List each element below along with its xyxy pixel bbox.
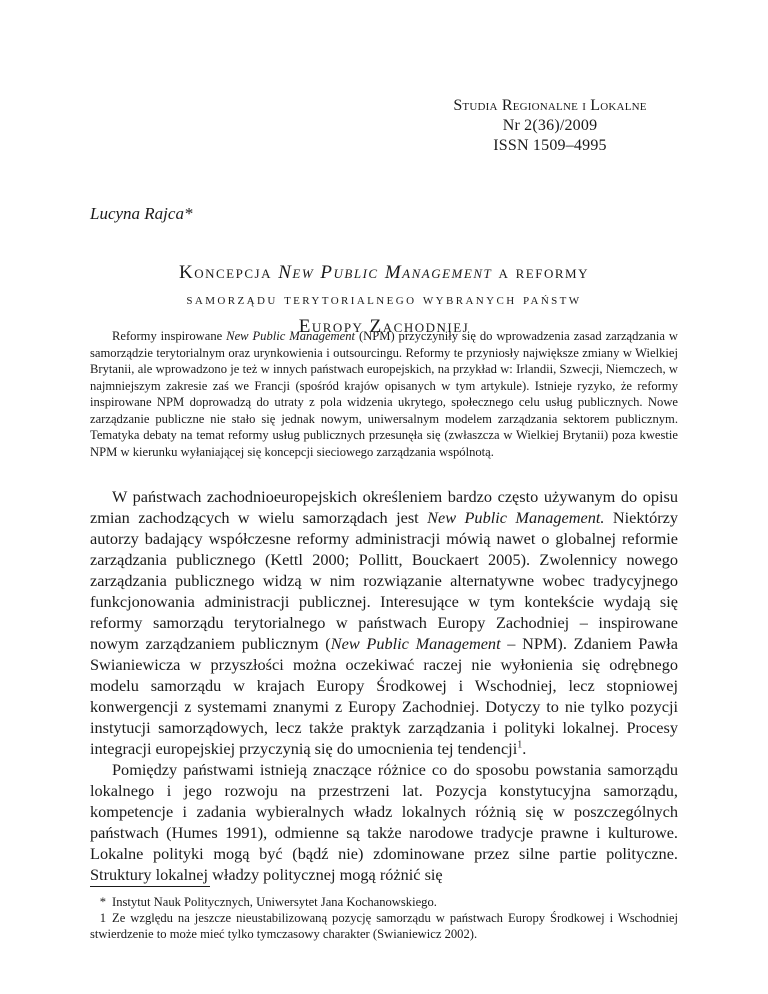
body-text <box>90 486 678 885</box>
abstract-text-2: (NPM) przyczyniły się do wprowadzenia zasad zarządzania w samorządzie terytorialnym oraz urynkowienia i outsourcingu. Reformy te przyniosły największe zmiany w Wielkiej Brytanii, ale wprowadzono je też w innych państwach europejskich, na przykład w: Irlandii, Szwecji, Niemczech, w najmniejszym zakresie zaś we Francji (spośród krajów opisanych w tym artykule). Istnieje ryzyko, że reformy inspirowane NPM doprowadzą do utraty z pola widzenia ukrytego, społecznego celu usług publicznych. Nowe zarządzanie publiczne nie stało się jednak nowym, uniwersalnym modelem zarządzania sektorem publicznym. Tematyka debaty na temat reformy usług publicznych przesunęła się (zwłaszcza w Wielkiej Brytanii) poza kwestie NPM w kierunku wyłaniającej się koncepcji sieciowego zarządzania wspólnotą. <box>90 329 679 459</box>
author-name: Lucyna Rajca* <box>90 204 193 223</box>
p1-italic-d: New Public Management <box>330 634 501 653</box>
title-line-1 <box>60 258 708 288</box>
footnote-text-author: Instytut Nauk Politycznych, Uniwersytet Jana Kochanowskiego. <box>112 895 437 909</box>
footnote-mark-author: * <box>99 895 106 909</box>
footnote-1 <box>90 910 678 942</box>
footnote-divider <box>90 886 210 887</box>
footnote-ref-1[interactable]: 1 <box>517 739 523 751</box>
journal-header <box>420 96 680 156</box>
journal-issn: ISSN 1509–4995 <box>493 137 607 154</box>
title-line-3: Europy Zachodniej <box>298 316 470 337</box>
journal-number: Nr 2(36)/2009 <box>502 117 598 134</box>
title-part-2: a reformy <box>492 262 589 283</box>
p1-text-c: Niektórzy autorzy badający współczesne reformy administracji mówią nawet o globalnej reformie zarządzania publicznego (Kettl 2000; Pollitt, Bouckaert 2005). Zwolennicy nowego zarządzania publicznego widzą w nim rozwiązanie alternatywne wobec tradycyjnego funkcjonowania administracji publicznej. Interesujące w tym kontekście wydają się reformy samorządu terytorialnego w państwach Europy Zachodniej – inspirowane nowym zarządzaniem publicznym ( <box>90 508 679 653</box>
footnote-author <box>90 894 678 910</box>
p1-text-e: – NPM). Zdaniem Pawła Swianiewicza w przyszłości można oczekiwać raczej nie wyłonienia się odrębnego modelu samorządu w krajach Europy Środkowej i Wschodniej, lecz stopniowej konwergencji z systemami znanymi z Europy Zachodniej. Dotyczy to nie tylko pozycji instytucji samorządowych, lecz także praktyk zarządzania i polityki lokalnej. Procesy integracji europejskiej przyczynią się do umocnienia tej tendencji <box>90 634 678 758</box>
journal-name: Studia Regionalne i Lokalne <box>453 97 647 114</box>
footnote-text-1: Ze względu na jeszcze nieustabilizowaną pozycję samorządu w państwach Europy Środkowej i Wschodniej stwierdzenie to może mieć tylko tymczasowy charakter (Swianiewicz 2002). <box>90 911 678 941</box>
abstract-italic: New Public Management <box>226 329 356 343</box>
p1-text-a: W państwach zachodnioeuropejskich określeniem bardzo często używanym do opisu zmian zachodzących w wielu samorządach jest <box>90 487 678 527</box>
abstract <box>90 328 678 460</box>
footnotes <box>90 894 678 942</box>
p1-text-end: . <box>522 739 527 758</box>
footnote-mark-1: 1 <box>99 911 106 925</box>
title-part-1: Koncepcja <box>179 262 279 283</box>
title-italic: New Public Management <box>278 262 493 283</box>
abstract-text-1: Reformy inspirowane <box>112 329 227 343</box>
p1-italic-b: New Public Management. <box>427 508 605 527</box>
paragraph-2: Pomiędzy państwami istnieją znaczące różnice co do sposobu powstania samorządu lokalnego i jego rozwoju na przestrzeni lat. Pozycja konstytucyjna samorządu, kompetencje i zadania wybieralnych władz lokalnych różnią się w poszczególnych państwach (Humes 1991), odmienne są także narodowe tradycje prawne i kulturowe. Lokalne polityki mogą być (bądź nie) zdominowane przez silne partie polityczne. Struktury lokalnej władzy politycznej mogą różnić się <box>90 760 678 884</box>
title-line-2: samorządu terytorialnego wybranych państw <box>186 291 582 308</box>
paragraph-1 <box>90 486 678 759</box>
